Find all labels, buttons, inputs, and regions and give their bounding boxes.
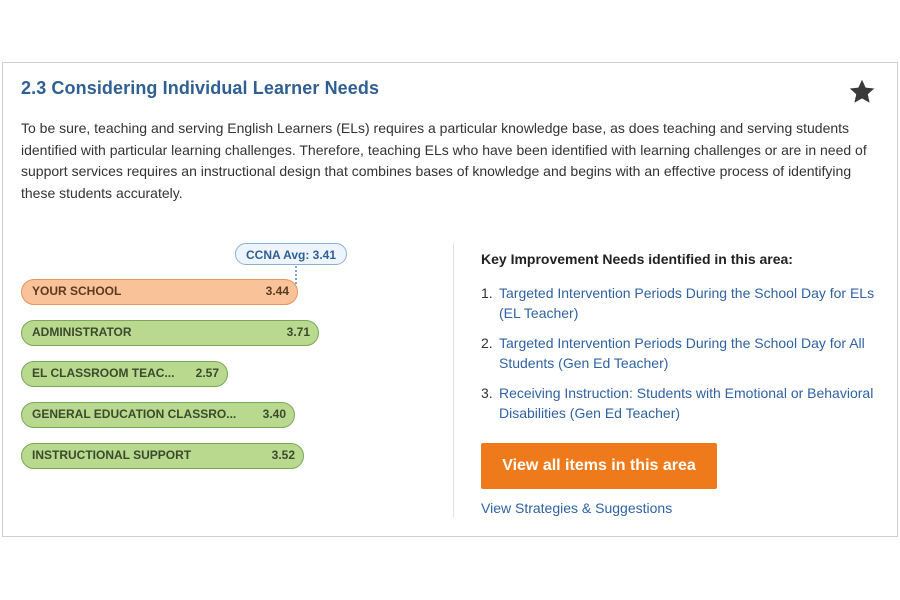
section-title: 2.3 Considering Individual Learner Needs (21, 78, 380, 98)
average-badge: CCNA Avg: 3.41 (235, 243, 347, 265)
bar-value: 2.57 (195, 366, 219, 380)
bar-value: 3.71 (286, 325, 310, 339)
list-item (481, 383, 891, 423)
star-icon[interactable] (847, 77, 877, 107)
need-link-3[interactable]: Receiving Instruction: Students with Emotional or Behavioral Disabilities (Gen Ed Teacher) (499, 385, 874, 421)
learner-needs-card (2, 62, 898, 537)
list-item (481, 333, 891, 373)
improvement-needs-panel (481, 249, 891, 516)
bar-value: 3.52 (271, 448, 295, 462)
needs-heading: Key Improvement Needs identified in this area: (481, 251, 793, 267)
need-link-1[interactable]: Targeted Intervention Periods During the School Day for ELs (EL Teacher) (499, 285, 875, 321)
column-divider (453, 243, 454, 518)
score-chart (21, 239, 441, 469)
list-number: 3. (481, 385, 493, 401)
bar-label: EL CLASSROOM TEAC... (32, 366, 175, 380)
bar-label: YOUR SCHOOL (32, 284, 122, 298)
bar-label: GENERAL EDUCATION CLASSRO... (32, 407, 237, 421)
needs-list (481, 283, 891, 423)
bar-value: 3.44 (265, 284, 289, 298)
view-all-items-button[interactable]: View all items in this area (481, 443, 717, 489)
bar-value: 3.40 (262, 407, 286, 421)
score-bar (21, 361, 228, 387)
list-item (481, 283, 891, 323)
score-bar (21, 279, 298, 305)
view-strategies-link[interactable]: View Strategies & Suggestions (481, 500, 673, 516)
score-bar (21, 402, 295, 428)
score-bar (21, 443, 304, 469)
section-description: To be sure, teaching and serving English Learners (ELs) requires a particular knowledge base, as does teaching and serving students identified with particular learning challenges. Therefore, teaching ELs who have been identified with learning challenges or are in need of support services requires an instructional design that combines bases of knowledge and begins with an effective process of identifying these students accurately. (21, 120, 867, 201)
bar-label: ADMINISTRATOR (32, 325, 132, 339)
list-number: 2. (481, 335, 493, 351)
score-bar (21, 320, 319, 346)
bar-label: INSTRUCTIONAL SUPPORT (32, 448, 192, 462)
need-link-2[interactable]: Targeted Intervention Periods During the School Day for All Students (Gen Ed Teacher) (499, 335, 865, 371)
list-number: 1. (481, 285, 493, 301)
